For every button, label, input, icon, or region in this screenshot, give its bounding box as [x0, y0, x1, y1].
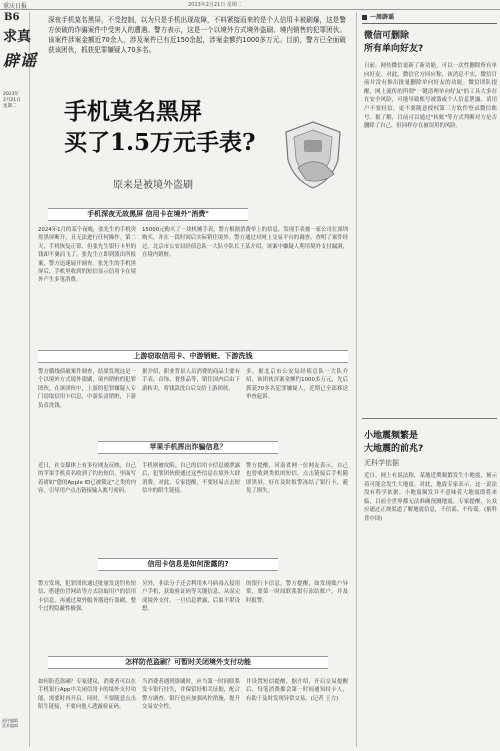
section-sidebar: [0, 12, 30, 747]
body-col-5b: 当消费者遇到盗刷时，应当第一时间联系发卡银行挂失，并保留好相关证据，配合警方调查。银行也应加强风控措施，提升交易安全性。: [142, 679, 240, 711]
body-col-5c: 并设置短信提醒。据介绍，开启交易提醒后，每笔消费都会第一时间通知持卡人，有助于及时发现异常交易。(记者 王力): [246, 679, 348, 702]
body-col-3c: 警方提醒，河南省网一位网友表示，自己也曾收到类似的短信，点击链接后手机随即黑屏，好在及时报警冻结了银行卡，避免了损失。: [246, 463, 348, 495]
weekly-rumor-tag: [362, 12, 497, 24]
body-col-3a: 近日，社交媒体上有多位网友反映，自己的苹果手机莫名收到了钓鱼短信，里面写着诸如"您的Apple ID已被锁定"之类的内容，引导用户点击链接输入账号密码。: [38, 463, 136, 495]
headline-deck: 原来是被境外盗刷: [113, 180, 193, 191]
square-bullet-icon: [362, 15, 367, 20]
rumor-2-title-line-2: 大地震的前兆?: [364, 444, 424, 454]
section-title-1: 求真: [3, 29, 31, 45]
editor-credits: 责任编辑 美术编辑: [2, 718, 18, 728]
paper-name: 重庆日报: [3, 3, 28, 10]
body-col-4a: 警方发现，犯罪团伙通过批量发送钓鱼短信、搭建仿冒网站等方式窃取用户的信用卡信息，再通过境外服务器进行盗刷，整个过程隐蔽性极强。: [38, 581, 136, 613]
body-col-2c: 多，据北京市公安局经侦总队一大队介绍，该团伙涉案金额约1000多万元，先后抓获70多名犯罪嫌疑人，近期已全部移送审查起诉。: [246, 369, 348, 401]
body-col-3b: 手机则被攻陷。自己的信用卡信息被泄露后，犯罪团伙便通过这些信息在境外大肆消费。对此，专家提醒，不要轻易点击短信中的陌生链接。: [142, 463, 240, 495]
lead-paragraph: 深夜手机莫名黑屏，不受控制，以为只是手机出现故障，不料紧接而来的是个人信用卡被刷爆，这是警方侦破的诈骗案件中受害人的遭遇。警方表示，这是一个以境外方式境外盗刷、境内销售的犯罪团伙。该案件涉案金额近70余人，涉及案件已有近150余起，涉案金额约1000多万元。目前，警方已全面破获该团伙，抓获犯罪嫌疑人70多名。: [48, 16, 346, 54]
subhead-4: 信用卡信息是如何泄露的?: [98, 558, 278, 571]
subhead-3: 苹果手机挥出诈骗信息？: [98, 441, 278, 454]
subhead-2: 上游窃取信用卡、中游销赃、下游洗钱: [38, 350, 348, 363]
issue-date: 2023年2月21日 星期二: [188, 2, 242, 8]
page-number: B6: [4, 12, 20, 23]
body-col-2a: 警方循线侦破案件调查，结果发现这是一个以境外方式境外盗刷、境内销赃的犯罪团伙。在该团伙中，上游的犯罪嫌疑人专门窃取信用卡信息，中游负责销赃，下游负责洗钱。: [38, 369, 136, 409]
body-col-1b: 15000元购买了一块机械手表。警方根据消费单上的信息，发现手表被一家公司在深圳购买，并在一段时间后实际销往境外。警方通过对网上交易平台的调查，查明了案件经过。北京市公安局经侦总队一大队中队长王某介绍，该案中嫌疑人利用境外支付漏洞，在境内销赃。: [142, 227, 348, 259]
rumor-1-title-line-1: 微信可删除: [364, 31, 410, 41]
body-col-1a: 2024年1月的某个夜晚，张先生的手机突然黑屏断开，且无法进行任何操作。第二天，手机恢复正常，但张先生银行卡里的钱却不翼而飞了。张先生立即到派出所报案，警方迅速展开调查。张先生的手机黑屏后，手机里收到的短信显示信用卡在境外产生多笔消费。: [38, 227, 136, 284]
tag-label: 一周辟谣: [370, 14, 395, 21]
rumor-1-body: 日前，网传微信更新了新功能，可以一次性删除所有单向好友。对此，微信官方回应称，该消息不实，微信目前并没有推出批量删除单向好友的功能。微信团队提醒，网上流传的所谓"一键清理单向好友"的工具大多存在安全风险，可能导致账号被盗或个人信息泄露。请用户不要轻信，更不要随意授权第三方软件登录微信账号。据了解，目前可以通过"转账"等方式判断对方是否删除了自己，但同样存在被误用的风险。: [364, 63, 497, 130]
headline-line-2: 买了1.5万元手表?: [64, 129, 256, 156]
column-divider: [356, 12, 357, 747]
rumor-2-title: [364, 430, 497, 456]
rumor-2-verdict: 无科学依据: [364, 459, 399, 467]
headline-line-1: 手机莫名黑屏: [64, 98, 202, 125]
masthead-bar: [0, 0, 500, 10]
rumor-1-title-line-2: 所有单向好友?: [364, 44, 424, 54]
body-col-4b: 另外，非法分子还会利用木马病毒入侵用户手机，获取验证码等关键信息，从而完成境外支付。一旦信息泄露，后果不堪设想。: [142, 581, 240, 613]
right-column-separator: [362, 418, 497, 419]
subhead-1: 手机深夜无故黑屏 信用卡在境外"消费": [48, 208, 248, 221]
rumor-1-title: [364, 30, 497, 56]
body-col-5a: 如何防范盗刷？专家建议，消费者可以在手机银行App中关闭信用卡的境外支付功能，需要时再开启。同时，不要随意点击陌生链接，不要向他人透露验证码。: [38, 679, 136, 711]
rumor-2-body: 近日，网上有说法称，某地近期频繁发生小地震，预示着可能会发生大地震。对此，地震专家表示，这一说法没有科学依据。小地震频发并不意味着大地震即将来临，目前全世界都无法准确预测地震。专家提醒，公众应通过正规渠道了解地震信息，不信谣、不传谣。(据科普中国): [364, 473, 497, 522]
body-col-2b: 据介绍，职业背景人员消费的商品主要有手表、首饰、奢侈品等，销往国内后由下游转卖，将钱款洗白后交给上游团伙。: [142, 369, 240, 392]
body-col-4c: 的银行卡信息。警方提醒，如发现账户异常，要第一时间联系银行冻结账户，并及时报警。: [246, 581, 348, 604]
subhead-5: 怎样防范盗刷？可暂时关闭境外支付功能: [48, 656, 328, 669]
rumor-2-title-line-1: 小地震频繁是: [364, 431, 419, 441]
sidebar-meta: 2023年 2月21日 星期二: [3, 92, 21, 109]
shield-hand-illustration: [276, 118, 350, 192]
section-title-2: 辟谣: [3, 51, 38, 70]
